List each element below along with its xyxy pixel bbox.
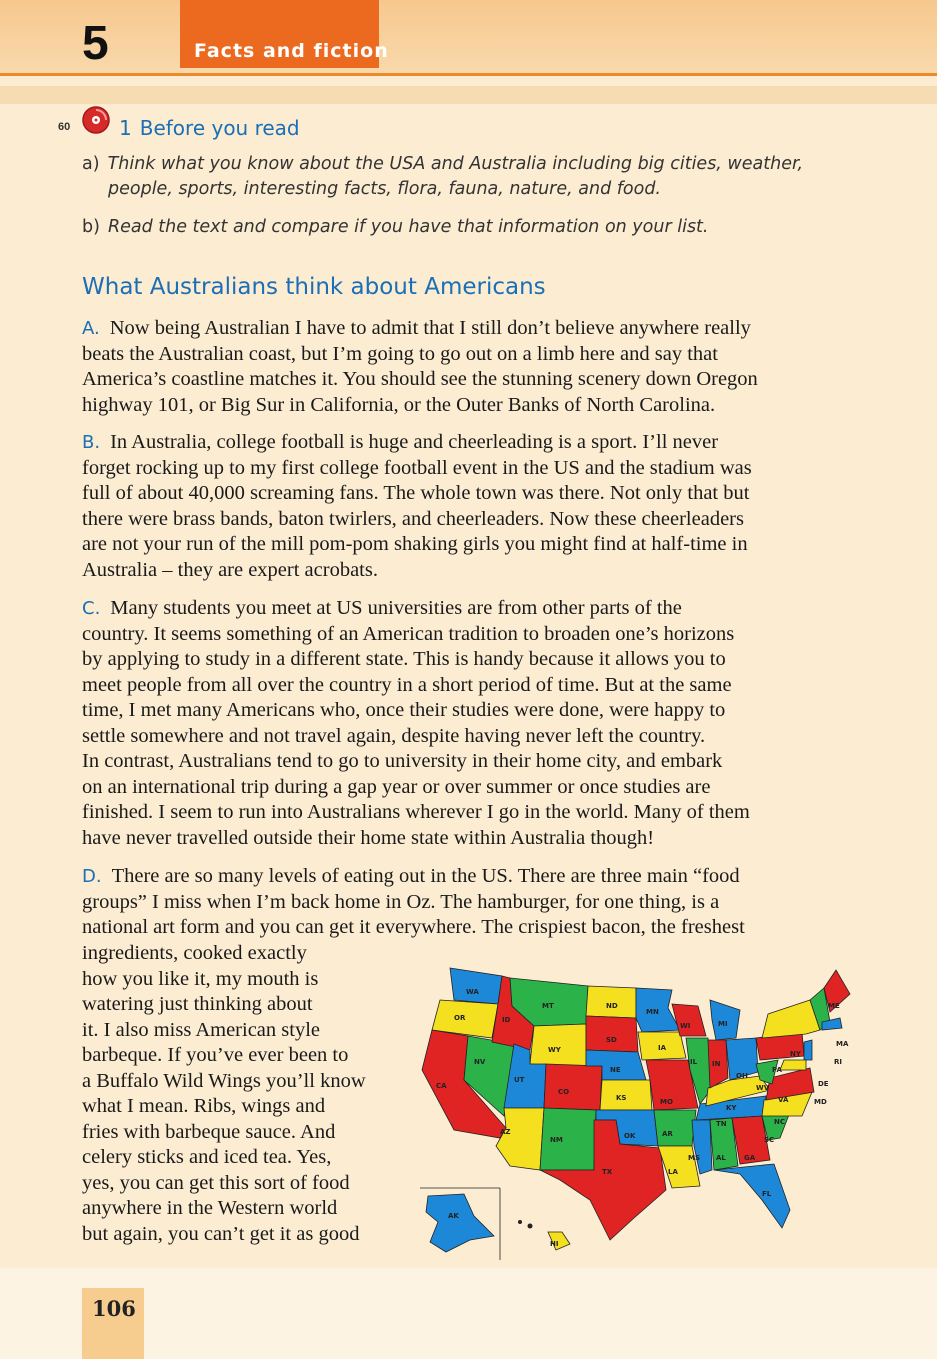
state-label: MT [542, 1002, 554, 1010]
paragraph-line: by applying to study in a different state. This is handy because it allows you to [82, 648, 726, 670]
state-wa [450, 968, 502, 1004]
state-label: FL [762, 1190, 772, 1198]
state-label: NC [774, 1118, 785, 1126]
state-label: AR [662, 1130, 673, 1138]
state-label: MN [646, 1008, 659, 1016]
unit-number: 5 [82, 17, 109, 70]
state-label: OK [624, 1132, 636, 1140]
state-label: MS [688, 1154, 701, 1162]
task-heading [119, 116, 300, 140]
state-sd [586, 1016, 638, 1052]
task-item-text: Read the text and compare if you have that information on your list. [107, 217, 709, 237]
state-label: SC [764, 1136, 775, 1144]
state-label: MI [718, 1020, 728, 1028]
paragraph-b [82, 430, 858, 583]
state-label: CA [436, 1082, 447, 1090]
state-fl [714, 1164, 790, 1228]
state-label: VA [778, 1096, 789, 1104]
state-co [544, 1064, 602, 1110]
paragraph-line: anywhere in the Western world [82, 1197, 338, 1219]
state-hi [518, 1220, 522, 1224]
paragraph-line: what I mean. Ribs, wings and [82, 1095, 326, 1117]
state-label: DE [818, 1080, 829, 1088]
article-title: What Australians think about Americans [82, 274, 546, 300]
paragraph-line: it. I also miss American style [82, 1018, 320, 1041]
audio-cd-icon[interactable] [81, 105, 111, 135]
paragraph-line: yes, you can get this sort of food [82, 1171, 350, 1194]
paragraph-a [82, 316, 858, 418]
paragraph-d-continued [82, 941, 402, 1247]
state-label: WY [548, 1046, 561, 1054]
state-label: HI [550, 1240, 559, 1248]
paragraph-c [82, 596, 858, 851]
paragraph-line: a Buffalo Wild Wings you’ll know [82, 1069, 366, 1092]
paragraph-line: highway 101, or Big Sur in California, or the Outer Banks of North Carolina. [82, 393, 716, 416]
task-item-label: b) [82, 217, 100, 237]
paragraph-line: on an international trip during a gap year or over summer or once studies are [82, 775, 711, 798]
task-item-a [82, 152, 803, 202]
state-label: IL [690, 1058, 698, 1066]
state-wi [672, 1004, 706, 1036]
state-label: AL [716, 1154, 726, 1162]
page-number: 106 [92, 1296, 136, 1321]
paragraph-line: Many students you meet at US universities are from other parts of the [110, 597, 682, 619]
state-label: UT [514, 1076, 525, 1084]
state-ak [426, 1194, 494, 1252]
paragraph-letter: C. [82, 598, 101, 619]
paragraph-line: watering just thinking about [82, 993, 313, 1015]
paragraph-line: finished. I seem to run into Australians wherever I go in the world. Many of them [82, 801, 750, 823]
state-label: IN [712, 1060, 721, 1068]
unit-title: Facts and fiction [194, 40, 389, 62]
state-label: WA [466, 988, 479, 996]
state-nm [540, 1108, 596, 1170]
paragraph-line: full of about 40,000 screaming fans. The whole town was there. Not only that but [82, 482, 750, 504]
paragraph-line: beats the Australian coast, but I’m going to go out on a limb here and say that [82, 342, 718, 365]
audio-track-number: 60 [58, 121, 71, 133]
paragraph-letter: B. [82, 432, 101, 453]
paragraph-line: national art form and you can get it everywhere. The crispiest bacon, the freshest [82, 916, 745, 938]
state-label: TN [716, 1120, 727, 1128]
paragraph-line: In contrast, Australians tend to go to university in their home city, and embark [82, 750, 723, 772]
task-title: Before you read [139, 116, 300, 140]
paragraph-line: celery sticks and iced tea. Yes, [82, 1146, 332, 1168]
state-ny [762, 1000, 820, 1038]
state-label: CO [558, 1088, 570, 1096]
state-label: ND [606, 1002, 618, 1010]
paragraph-d [82, 864, 858, 941]
state-label: NE [610, 1066, 621, 1074]
paragraph-letter: D. [82, 866, 102, 887]
task-number: 1 [119, 116, 132, 140]
state-label: TX [602, 1168, 613, 1176]
state-label: NV [474, 1058, 486, 1066]
paragraph-line: In Australia, college football is huge and cheerleading is a sport. I’ll never [110, 431, 719, 453]
paragraph-line: Now being Australian I have to admit that I still don’t believe anywhere really [109, 317, 751, 339]
state-label: AZ [500, 1128, 511, 1136]
state-label: SD [606, 1036, 617, 1044]
task-item-b [82, 215, 708, 240]
state-nj [804, 1040, 812, 1060]
state-label: ID [502, 1016, 511, 1024]
paragraph-line: but again, you can’t get it as good [82, 1222, 360, 1245]
state-label: NM [550, 1136, 563, 1144]
state-label: KY [726, 1104, 737, 1112]
paragraph-line: are not your run of the mill pom-pom shaking girls you might find at half-time in [82, 533, 748, 555]
task-item-text: people, sports, interesting facts, flora, fauna, nature, and food. [108, 179, 661, 199]
task-item-text: Think what you know about the USA and Australia including big cities, weather, [107, 154, 804, 174]
state-hi [528, 1224, 533, 1229]
paragraph-line: have never travelled outside their home state within Australia though! [82, 826, 655, 849]
state-label: OH [736, 1072, 748, 1080]
state-label: PA [772, 1066, 782, 1074]
state-label: WV [756, 1084, 770, 1092]
state-label: OR [454, 1014, 466, 1022]
paragraph-line: settle somewhere and not travel again, despite having never left the country. [82, 724, 706, 747]
state-label: KS [616, 1094, 627, 1102]
state-label: LA [668, 1168, 678, 1176]
state-label: GA [744, 1154, 756, 1162]
unit-title-tab [180, 0, 389, 68]
state-label: IA [658, 1044, 667, 1052]
paragraph-line: America’s coastline matches it. You should see the stunning scenery down Oregon [82, 368, 758, 390]
paragraph-line: there were brass bands, baton twirlers, and cheerleaders. Now these cheerleaders [82, 507, 744, 530]
header-sub-bar [0, 86, 937, 104]
page-number-tab [82, 1288, 144, 1359]
paragraph-line: Australia – they are expert acrobats. [82, 558, 378, 581]
paragraph-line: how you like it, my mouth is [82, 967, 319, 990]
state-label: NY [790, 1050, 801, 1058]
state-label: WI [680, 1022, 691, 1030]
state-az [496, 1108, 544, 1170]
state-label: AK [448, 1212, 459, 1220]
state-label: MA [836, 1040, 849, 1048]
header-divider [0, 73, 937, 76]
paragraph-line: meet people from all over the country in a short period of time. But at the same [82, 673, 732, 696]
paragraph-line: There are so many levels of eating out in the US. There are three main “food [111, 865, 740, 887]
paragraph-line: country. It seems something of an American tradition to broaden one’s horizons [82, 622, 735, 645]
paragraph-line: forget rocking up to my first college football event in the US and the stadium was [82, 456, 752, 479]
paragraph-line: barbeque. If you’ve ever been to [82, 1044, 349, 1066]
state-label: MD [814, 1098, 827, 1106]
paragraph-line: groups” I miss when I’m back home in Oz. The hamburger, for one thing, is a [82, 890, 720, 913]
page-header [0, 0, 937, 74]
task-item-label: a) [82, 154, 100, 174]
paragraph-line: ingredients, cooked exactly [82, 942, 307, 964]
paragraph-letter: A. [82, 318, 100, 339]
paragraph-line: fries with barbeque sauce. And [82, 1120, 336, 1143]
usa-states-map [410, 960, 860, 1260]
state-md-de [780, 1060, 806, 1070]
state-ar [654, 1110, 696, 1146]
state-label: RI [834, 1058, 842, 1066]
state-label: MO [660, 1098, 673, 1106]
state-label: ME [828, 1002, 840, 1010]
paragraph-line: time, I met many Americans who, once their studies were done, were happy to [82, 699, 726, 721]
